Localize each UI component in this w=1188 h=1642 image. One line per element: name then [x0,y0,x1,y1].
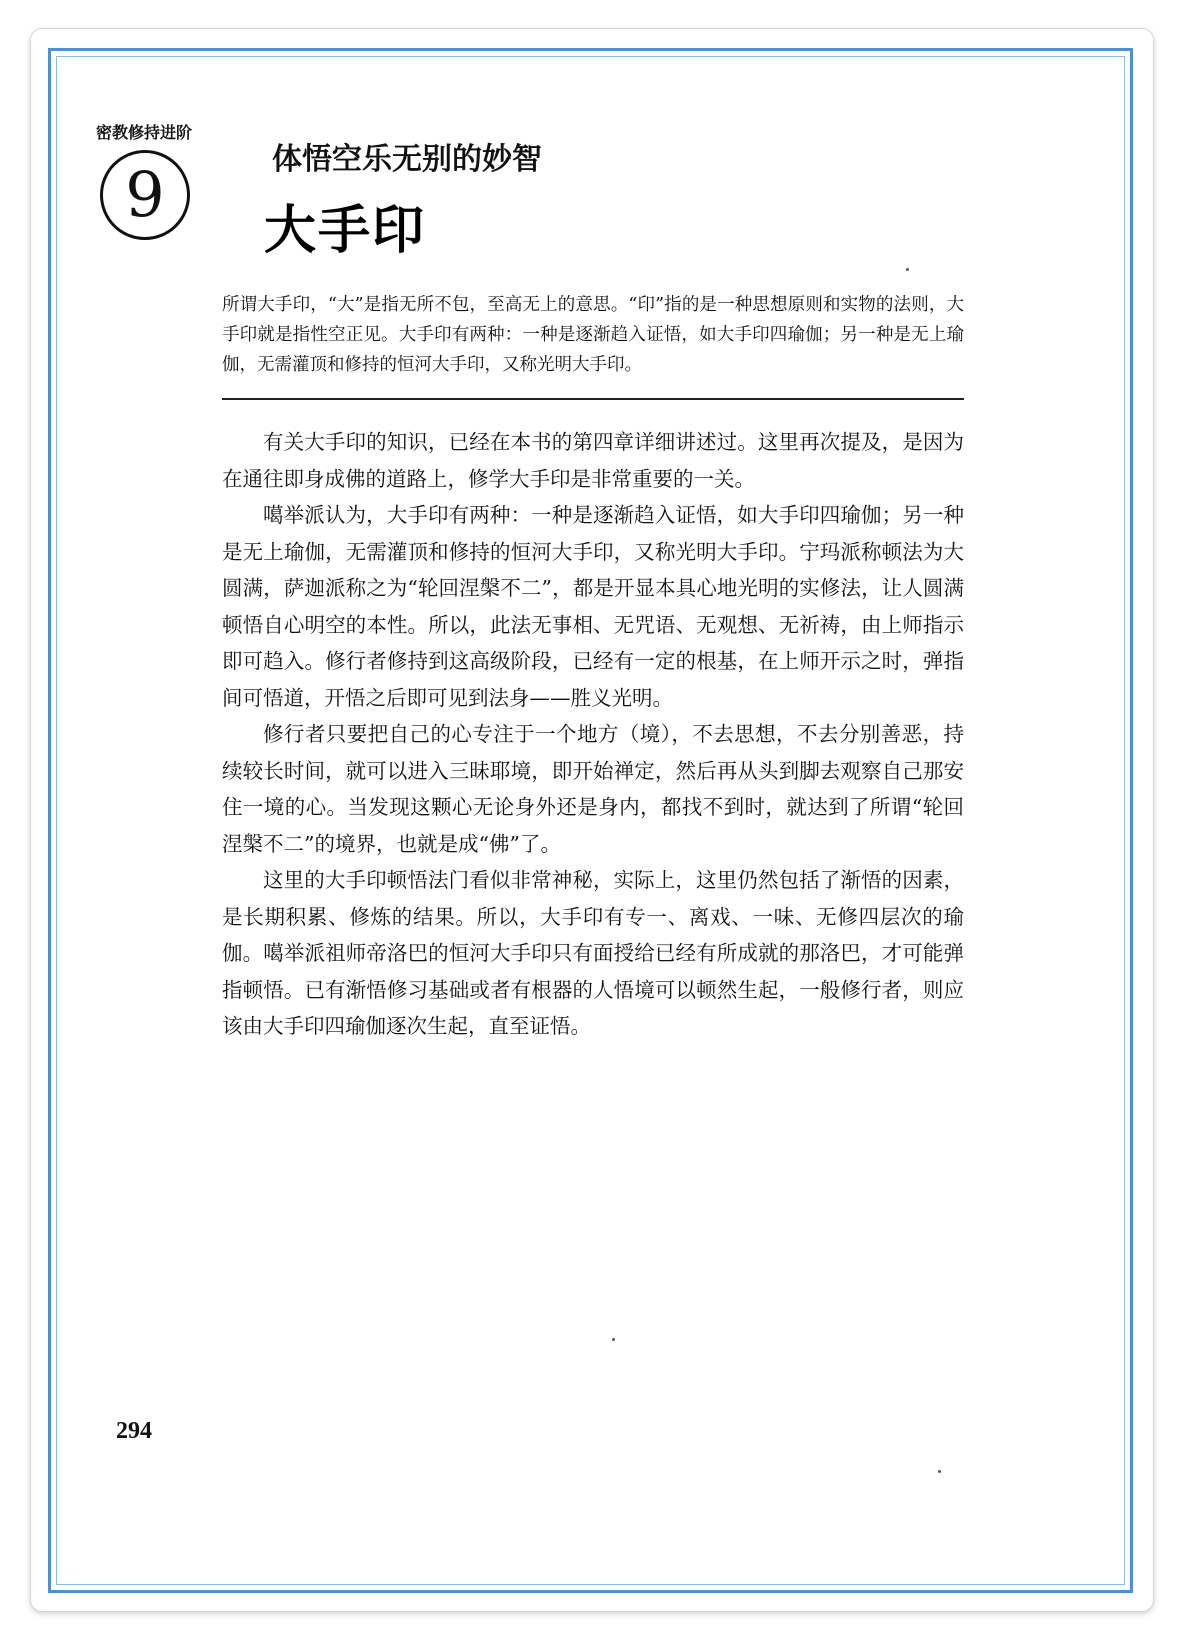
scan-speck [906,268,909,271]
series-label: 密教修持进阶 [96,123,193,142]
chapter-title: 大手印 [264,201,427,261]
scan-speck [612,1338,615,1341]
body-paragraph: 这里的大手印顿悟法门看似非常神秘，实际上，这里仍然包括了渐悟的因素，是长期积累、修炼的结果。所以，大手印有专一、离戏、一味、无修四层次的瑜伽。噶举派祖师帝洛巴的恒河大手印只有面授给已经有所成就的那洛巴，才可能弹指顿悟。已有渐悟修习基础或者有根器的人悟境可以顿然生起，一般修行者，则应该由大手印四瑜伽逐次生起，直至证悟。 [222,868,964,1038]
body-paragraph: 有关大手印的知识，已经在本书的第四章详细讲述过。这里再次提及，是因为在通往即身成佛的道路上，修学大手印是非常重要的一关。 [222,430,964,491]
chapter-subtitle: 体悟空乐无别的妙智 [272,142,542,177]
body-paragraph: 修行者只要把自己的心专注于一个地方（境），不去思想，不去分别善恶，持续较长时间，就可以进入三昧耶境，即开始禅定，然后再从头到脚去观察自己那安住一境的心。当发现这颗心无论身外还是身内，都找不到时，就达到了所谓“轮回涅槃不二”的境界，也就是成“佛”了。 [222,722,964,856]
abstract-divider [222,398,964,400]
body-paragraph: 噶举派认为，大手印有两种：一种是逐渐趋入证悟，如大手印四瑜伽；另一种是无上瑜伽，无需灌顶和修持的恒河大手印，又称光明大手印。宁玛派称顿法为大圆满，萨迦派称之为“轮回涅槃不二”，都是开显本具心地光明的实修法，让人圆满顿悟自心明空的本性。所以，此法无事相、无咒语、无观想、无祈祷，由上师指示即可趋入。修行者修持到这高级阶段，已经有一定的根基，在上师开示之时，弹指间可悟道，开悟之后即可见到法身——胜义光明。 [222,503,964,710]
chapter-abstract: 所谓大手印，“大”是指无所不包，至高无上的意思。“印”指的是一种思想原则和实物的法则，大手印就是指性空正见。大手印有两种：一种是逐渐趋入证悟，如大手印四瑜伽；另一种是无上瑜伽，无需灌顶和修持的恒河大手印，又称光明大手印。 [222,295,964,375]
body-text [222,424,964,1045]
chapter-number: 9 [125,158,165,231]
chapter-number-badge [100,150,190,240]
page-number: 294 [116,1418,152,1444]
scan-speck [938,1470,941,1473]
